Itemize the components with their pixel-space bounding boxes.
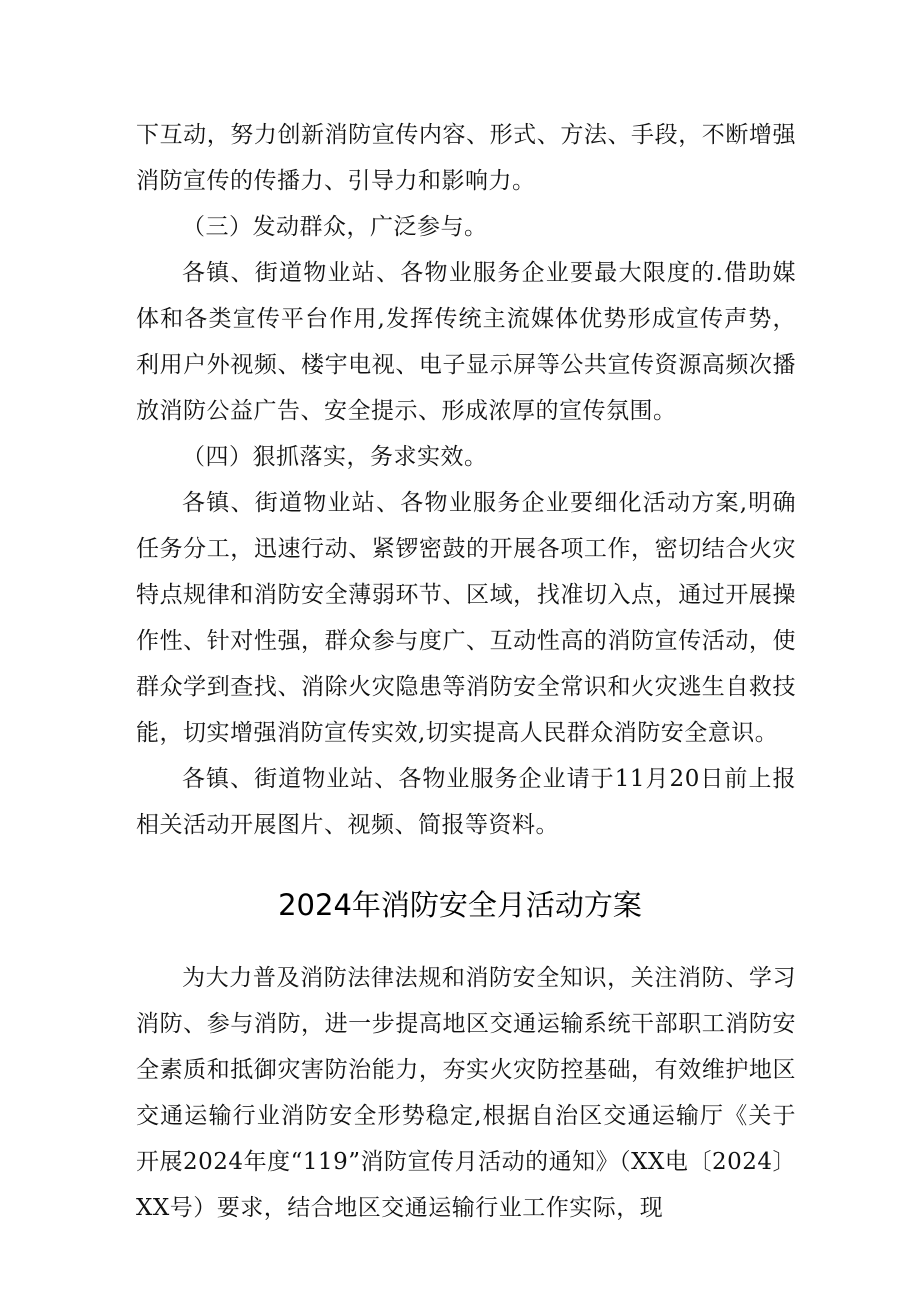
section-1	[136, 112, 796, 848]
paragraph-5: 各镇、街道物业站、各物业服务企业请于11月20日前上报相关活动开展图片、视频、简报等资料。	[136, 766, 796, 838]
paragraph-continuation: 下互动，努力创新消防宣传内容、形式、方法、手段，不断增强消防宣传的传播力、引导力和影响力。	[136, 122, 796, 194]
paragraph-4: 各镇、街道物业站、各物业服务企业要细化活动方案,明确任务分工，迅速行动、紧锣密鼓的开展各项工作，密切结合火灾特点规律和消防安全薄弱环节、区域，找准切入点，通过开展操作性、针对性强，群众参与度广、互动性高的消防宣传活动，使群众学到查找、消除火灾隐患等消防安全常识和火灾逃生自救技能，切实增强消防宣传实效,切实提高人民群众消防安全意识。	[136, 490, 796, 746]
subheading-4: （四）狠抓落实，务求实效。	[182, 444, 488, 470]
document-title: 2024年消防安全月活动方案	[278, 888, 642, 923]
section-2	[136, 955, 796, 1231]
paragraph-3: 各镇、街道物业站、各物业服务企业要最大限度的.借助媒体和各类宣传平台作用,发挥传统主流媒体优势形成宣传声势，利用户外视频、楼宇电视、电子显示屏等公共宣传资源高频次播放消防公益广告、安全提示、形成浓厚的宣传氛围。	[136, 260, 796, 424]
paragraph-intro: 为大力普及消防法律法规和消防安全知识，关注消防、学习消防、参与消防，进一步提高地区交通运输系统干部职工消防安全素质和抵御灾害防治能力，夯实火灾防控基础，有效维护地区交通运输行业消防安全形势稳定,根据自治区交通运输厅《关于开展2024年度“119”消防宣传月活动的通知》（XX电〔2024〕XX号）要求，结合地区交通运输行业工作实际，现	[136, 965, 796, 1221]
subheading-3: （三）发动群众，广泛参与。	[182, 214, 488, 240]
